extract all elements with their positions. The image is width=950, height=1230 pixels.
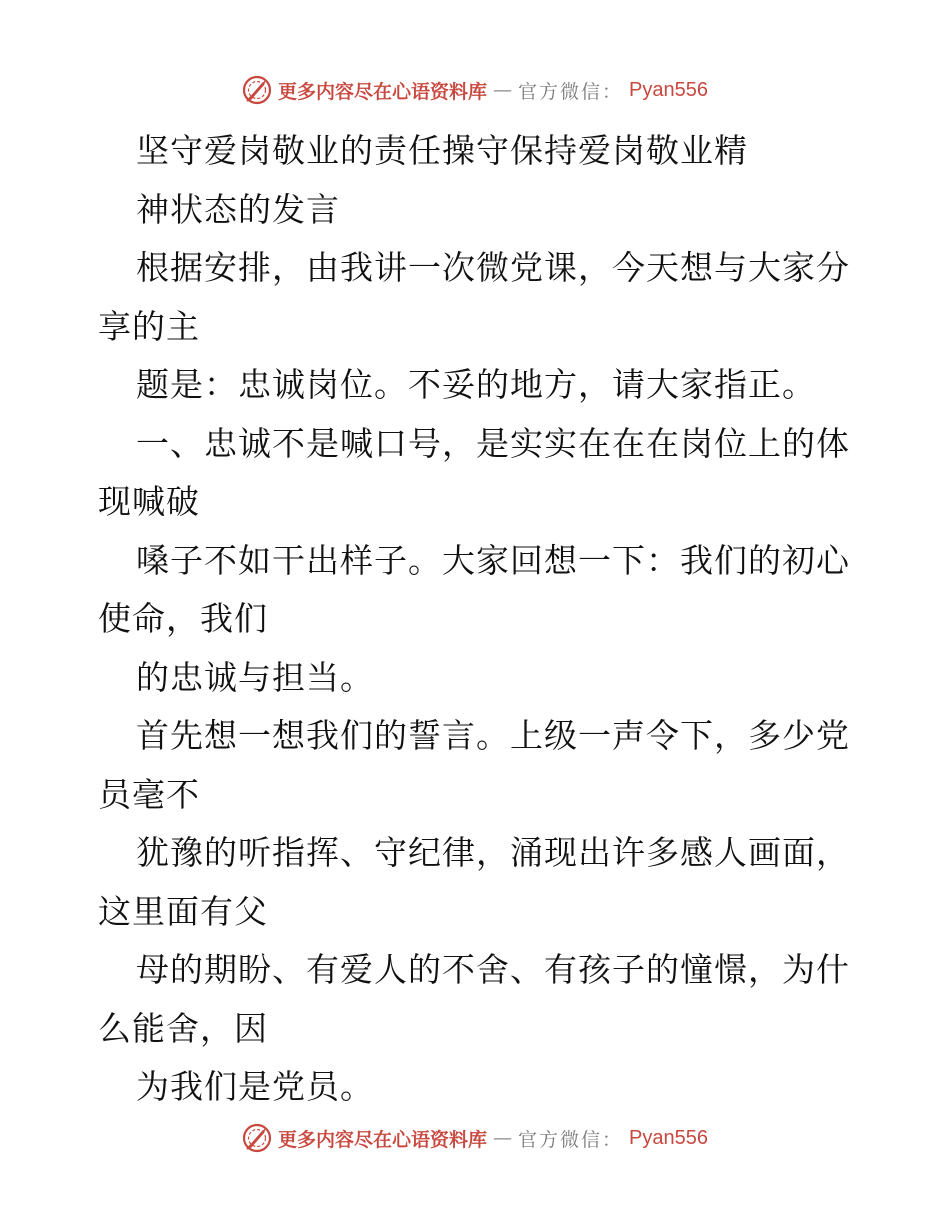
document-line: 员毫不 <box>98 774 200 814</box>
footer-wechat-id: Pyan556 <box>629 1126 708 1149</box>
header-wechat-id: Pyan556 <box>629 78 708 101</box>
document-line: 犹豫的听指挥、守纪律，涌现出许多感人画面， <box>136 833 850 872</box>
footer-brand <box>242 1123 708 1153</box>
header-separator: — <box>493 79 513 101</box>
page-footer <box>0 1118 950 1158</box>
quill-pen-logo-icon <box>242 1123 272 1153</box>
document-line: 嗓子不如干出样子。大家回想一下：我们的初心 <box>136 540 850 580</box>
document-line: 坚守爱岗敬业的责任操守保持爱岗敬业精 <box>136 131 748 170</box>
footer-brand-text: 更多内容尽在心语资料库 <box>278 1128 488 1151</box>
document-line: 现喊破 <box>98 482 200 521</box>
document-line: 享的主 <box>98 306 200 346</box>
header-brand <box>242 75 708 105</box>
document-line: 么能舍，因 <box>98 1008 268 1048</box>
footer-separator: — <box>493 1127 513 1149</box>
document-line: 首先想一想我们的誓言。上级一声令下，多少党 <box>136 716 850 755</box>
header-brand-text: 更多内容尽在心语资料库 <box>278 80 488 103</box>
document-line: 的忠诚与担当。 <box>136 657 374 697</box>
document-body <box>98 122 858 1117</box>
document-line: 一、忠诚不是喊口号，是实实在在在岗位上的体 <box>136 423 850 463</box>
document-line: 这里面有父 <box>98 891 268 931</box>
header-wechat-label: 官方微信： <box>518 80 624 103</box>
page-header <box>0 70 950 110</box>
document-line: 为我们是党员。 <box>136 1067 374 1106</box>
document-line: 题是：忠诚岗位。不妥的地方，请大家指正。 <box>136 365 816 404</box>
footer-wechat-label: 官方微信： <box>518 1128 624 1151</box>
document-line: 母的期盼、有爱人的不舍、有孩子的憧憬，为什 <box>136 950 850 989</box>
document-line: 神状态的发言 <box>136 189 340 229</box>
document-line: 根据安排，由我讲一次微党课，今天想与大家分 <box>136 248 850 287</box>
document-line: 使命，我们 <box>98 599 268 638</box>
quill-pen-logo-icon <box>242 75 272 105</box>
